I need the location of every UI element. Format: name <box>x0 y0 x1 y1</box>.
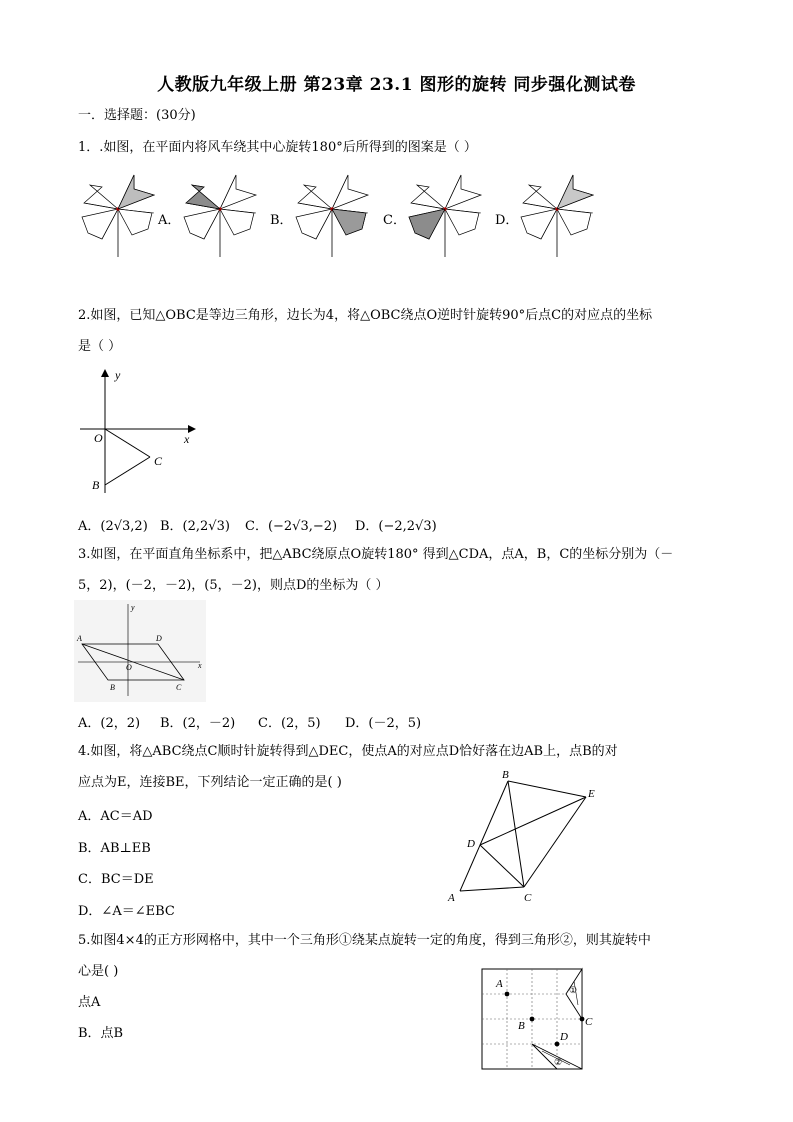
pinwheel-original <box>82 175 154 257</box>
q3-stem-line1: 3.如图，在平面直角坐标系中，把△ABC绕原点O旋转180° 得到△CDA，点A，B，C的坐标分别为（－ <box>78 547 674 562</box>
q2-label-b: B <box>92 478 100 492</box>
q4-option-b: B．AB⊥EB <box>78 841 151 856</box>
q5-label-b: B <box>518 1020 525 1032</box>
page-title: 人教版九年级上册 第23章 23.1 图形的旋转 同步强化测试卷 <box>157 75 636 95</box>
q4-option-a: A．AC＝AD <box>78 809 153 824</box>
q4-label-d: D <box>467 838 475 850</box>
q1-label-c: C． <box>383 213 406 228</box>
q4-label-e: E <box>588 788 595 800</box>
q5-label-triangle-1: ① <box>569 985 578 995</box>
q2-option-d: D．(−2,2√3) <box>355 519 437 534</box>
q3-option-c: C．(2，5) <box>258 716 321 731</box>
q3-option-b: B．(2，－2) <box>160 716 236 731</box>
q3-label-d: D <box>156 634 162 643</box>
q2-option-c: C．(−2√3,−2) <box>245 519 338 534</box>
q4-stem-line1: 4.如图，将△ABC绕点C顺时针旋转得到△DEC，使点A的对应点D恰好落在边AB上，点B的对 <box>78 744 618 759</box>
q2-label-c: C <box>154 454 163 468</box>
q3-label-y: y <box>131 603 135 612</box>
pinwheel-a <box>184 175 256 257</box>
q4-label-b: B <box>502 769 509 781</box>
pinwheel-d <box>521 175 593 257</box>
q2-stem-line1: 2.如图，已知△OBC是等边三角形，边长为4，将△OBC绕点O逆时针旋转90°后点C的对应点的坐标 <box>78 308 653 323</box>
q2-label-y: y <box>115 368 121 382</box>
q4-label-c: C <box>524 892 532 904</box>
q1-label-a: A． <box>158 213 181 228</box>
q5-label-c: C <box>585 1016 593 1028</box>
q2-option-a: A．(2√3,2) <box>78 519 148 534</box>
pinwheel-b <box>296 175 368 257</box>
q1-label-d: D． <box>495 213 519 228</box>
q3-stem-line2: 5，2)，(－2，－2)，(5，－2)，则点D的坐标为（ ） <box>78 578 389 593</box>
q2-label-x: x <box>184 432 190 446</box>
q3-label-a: A <box>77 634 82 643</box>
q5-stem-line1: 5.如图4×4的正方形网格中，其中一个三角形①绕某点旋转一定的角度，得到三角形②，则其旋转中 <box>78 933 651 948</box>
q5-option-b: B．点B <box>78 1026 124 1041</box>
q3-label-c: C <box>176 683 182 692</box>
q3-label-b: B <box>110 683 115 692</box>
section-heading: 一．选择题：(30分) <box>78 108 196 123</box>
q3-option-d: D．(－2，5) <box>345 716 422 731</box>
q3-label-x: x <box>198 661 202 670</box>
q3-option-a: A．(2，2) <box>78 716 141 731</box>
q5-label-d: D <box>560 1031 568 1043</box>
q2-option-b: B．(2,2√3) <box>160 519 230 534</box>
pinwheel-c <box>409 175 481 257</box>
q2-figure <box>70 365 210 500</box>
q4-label-a: A <box>448 892 455 904</box>
q3-label-o: O <box>126 663 132 672</box>
q5-stem-line2: 心是( ) <box>78 964 119 979</box>
q5-grid-figure <box>478 965 604 1071</box>
q4-figure <box>440 765 610 905</box>
q1-stem: 1．.如图，在平面内将风车绕其中心旋转180°后所得到的图案是（ ） <box>78 140 477 155</box>
q1-label-b: B． <box>270 213 293 228</box>
q2-label-o: O <box>94 431 103 445</box>
q3-figure <box>74 600 206 702</box>
q5-label-a: A <box>496 978 503 990</box>
q4-option-c: C．BC＝DE <box>78 872 154 887</box>
q5-label-triangle-2: ② <box>554 1057 563 1067</box>
q2-stem-line2: 是（ ） <box>78 339 122 354</box>
q4-option-d: D．∠A＝∠EBC <box>78 904 175 919</box>
q4-stem-line2: 应点为E，连接BE，下列结论一定正确的是( ) <box>78 775 342 790</box>
q5-option-a: 点A <box>78 995 101 1010</box>
